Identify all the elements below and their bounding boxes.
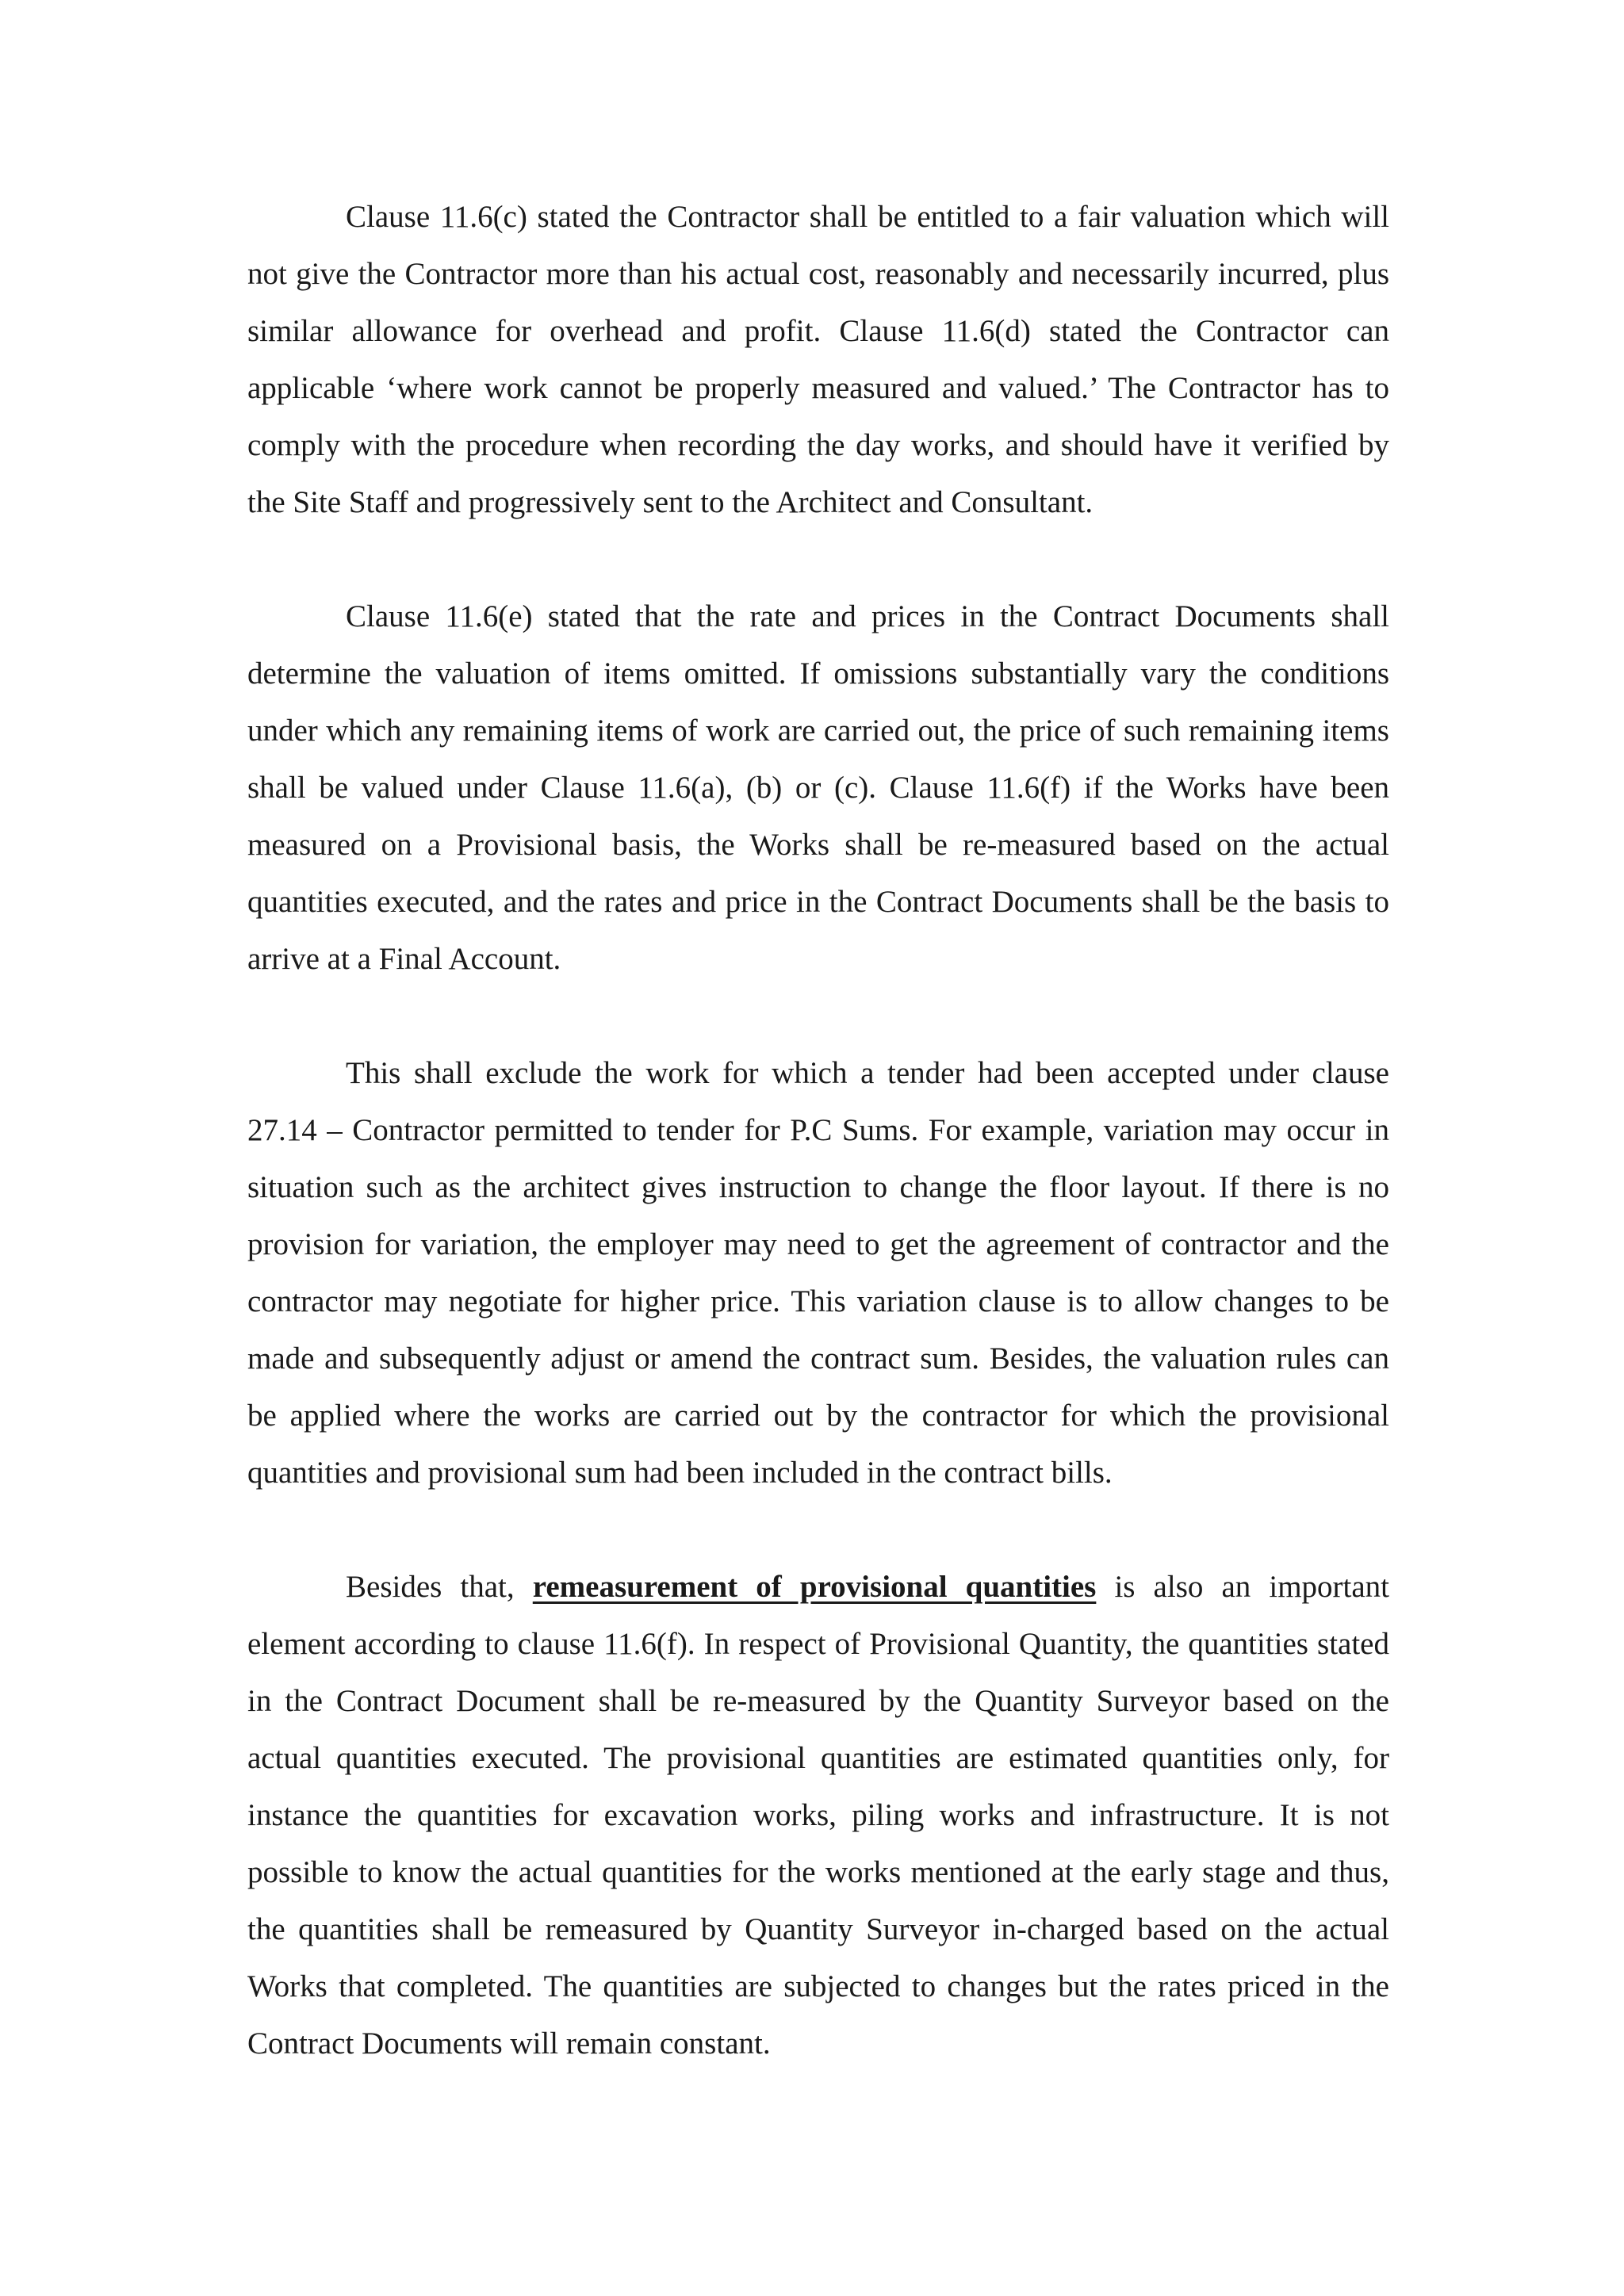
paragraph-clause-11-6-e-f: Clause 11.6(e) stated that the rate and prices in the Contract Documents shall determine the valuation of items omitted. If omissions substantially vary the conditions under which any remaining items of work are carried out, the price of such remaining items shall be valued under Clause 11.6(a), (b) or (c). Clause 11.6(f) if the Works have been measured on a Provisional basis, the Works shall be re-measured based on the actual quantities executed, and the rates and price in the Contract Documents shall be the basis to arrive at a Final Account. [247, 599, 1389, 976]
emphasis-remeasurement-term: remeasurement of provisional quantities [532, 1570, 1097, 1604]
paragraph-lead-text: Besides that, [346, 1570, 515, 1604]
paragraph-clause-11-6-c-d: Clause 11.6(c) stated the Contractor shall be entitled to a fair valuation which will not give the Contractor more than his actual cost, reasonably and necessarily incurred, plus similar allowance for overhead and profit. Clause 11.6(d) stated the Contractor can applicable ‘where work cannot be properly measured and valued.’ The Contractor has to comply with the procedure when recording the day works, and should have it verified by the Site Staff and progressively sent to the Architect and Consultant. [247, 200, 1389, 519]
paragraph-spacer [247, 1502, 1389, 1559]
paragraph-rest-text: is also an important element according to clause 11.6(f). In respect of Provisional Quantity, the quantities stated in the Contract Document shall be re-measured by the Quantity Surveyor based on the actual quantities executed. The provisional quantities are estimated quantities only, for instance the quantities for excavation works, piling works and infrastructure. It is not possible to know the actual quantities for the works mentioned at the early stage and thus, the quantities shall be remeasured by Quantity Surveyor in-charged based on the actual Works that completed. The quantities are subjected to changes but the rates priced in the Contract Documents will remain constant. [247, 1570, 1390, 2061]
document-body [247, 189, 1389, 2072]
paragraph-exclusion-variation: This shall exclude the work for which a tender had been accepted under clause 27.14 – Contractor permitted to tender for P.C Sums. For example, variation may occur in situation such as the architect gives instruction to change the floor layout. If there is no provision for variation, the employer may need to get the agreement of contractor and the contractor may negotiate for higher price. This variation clause is to allow changes to be made and subsequently adjust or amend the contract sum. Besides, the valuation rules can be applied where the works are carried out by the contractor for which the provisional quantities and provisional sum had been included in the contract bills. [247, 1056, 1389, 1490]
paragraph-spacer [247, 988, 1389, 1045]
paragraph-remeasurement [247, 1559, 1389, 2072]
paragraph-spacer [247, 531, 1389, 588]
